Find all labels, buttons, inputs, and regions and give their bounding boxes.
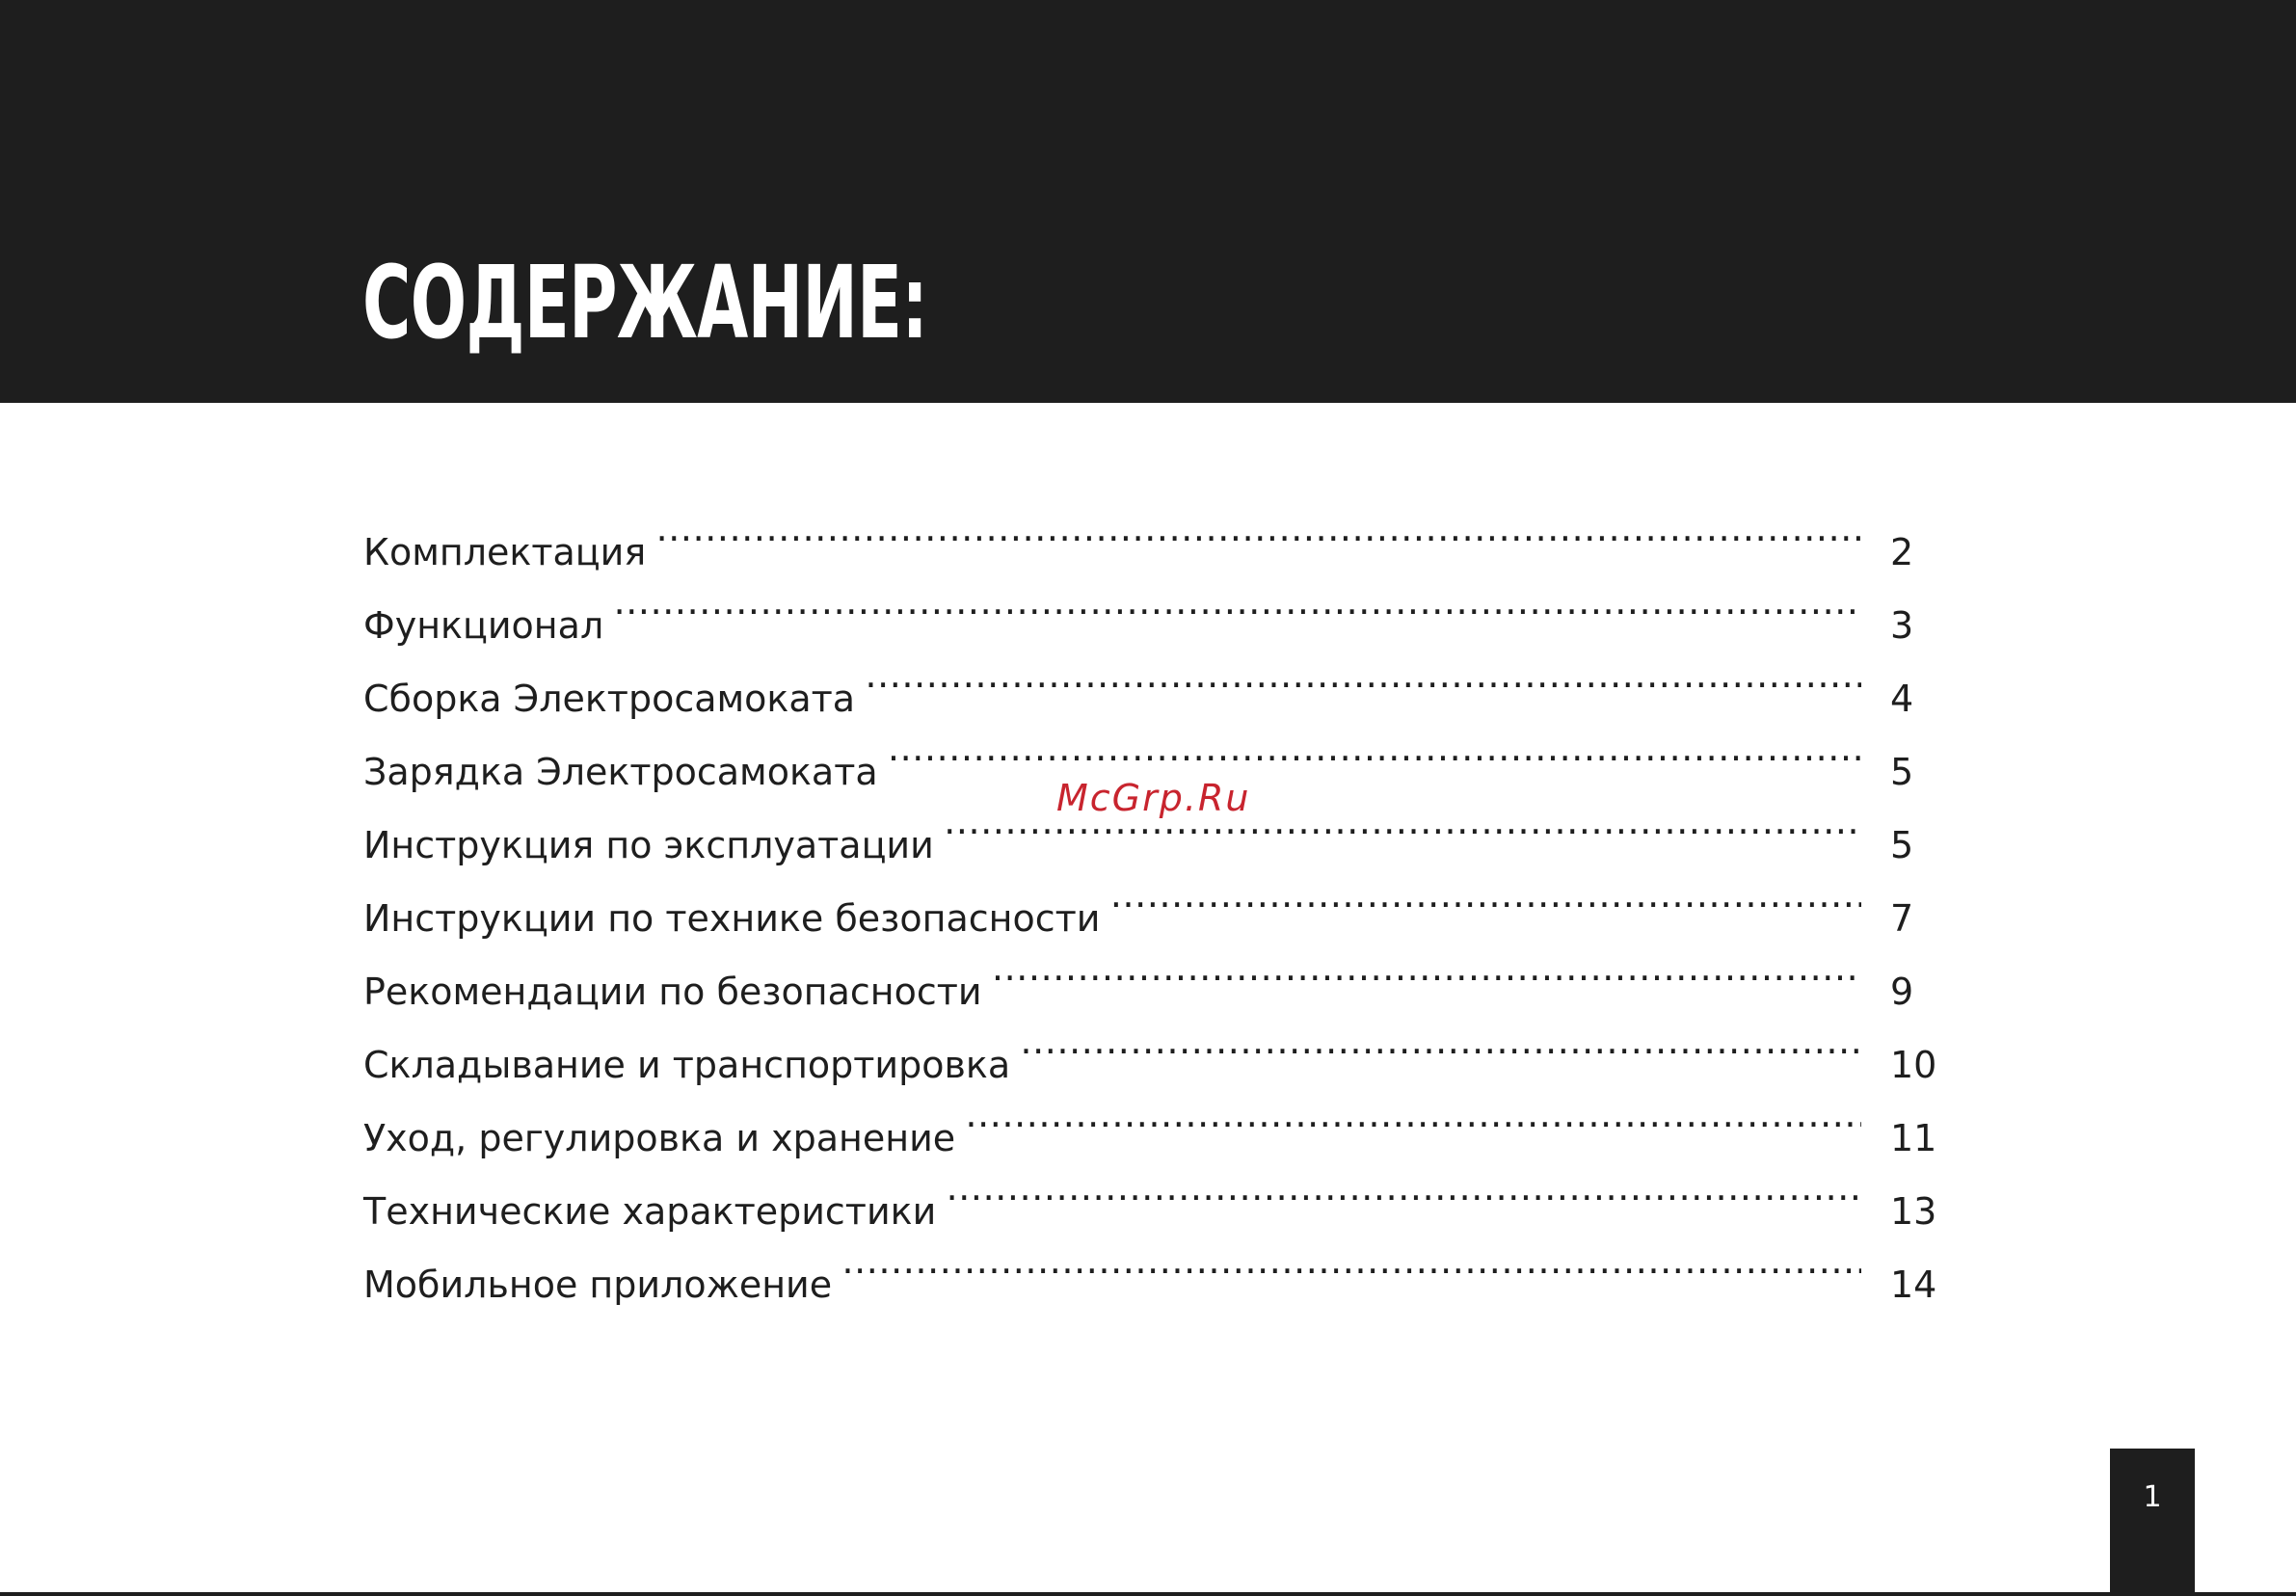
toc-item-kit[interactable] <box>363 492 1963 573</box>
page-number-badge <box>2110 1449 2195 1596</box>
toc-item-page: 14 <box>1890 1264 1937 1306</box>
page-title: СОДЕРЖАНИЕ: <box>362 244 928 361</box>
toc-item-page: 9 <box>1890 971 1914 1013</box>
toc-dot-leader <box>888 711 1861 785</box>
toc-item-page: 2 <box>1890 531 1914 573</box>
toc-item-label: Уход, регулировка и хранение <box>363 1117 956 1159</box>
toc-dot-leader <box>992 931 1861 1004</box>
bottom-divider <box>0 1592 2296 1596</box>
toc-item-page: 10 <box>1890 1044 1937 1086</box>
toc-item-page: 11 <box>1890 1117 1937 1159</box>
toc-item-label: Инструкция по эксплуатации <box>363 824 934 866</box>
toc-item-label: Инструкции по технике безопасности <box>363 897 1101 940</box>
toc-dot-leader <box>965 1077 1861 1151</box>
watermark: McGrp.Ru <box>1056 777 1251 819</box>
toc-item-page: 13 <box>1890 1190 1937 1233</box>
toc-item-page: 5 <box>1890 824 1914 866</box>
toc-dot-leader <box>946 1151 1861 1224</box>
header-band <box>0 0 2296 403</box>
toc-item-label: Сборка Электросамоката <box>363 678 856 720</box>
table-of-contents <box>363 492 1963 1306</box>
toc-dot-leader <box>1109 858 1861 931</box>
toc-item-label: Комплектация <box>363 531 647 573</box>
toc-dot-leader <box>841 1224 1861 1297</box>
toc-item-label: Зарядка Электросамоката <box>363 751 878 793</box>
toc-dot-leader <box>655 492 1861 565</box>
toc-item-label: Складывание и транспортировка <box>363 1044 1011 1086</box>
toc-item-page: 7 <box>1890 897 1914 940</box>
toc-item-label: Технические характеристики <box>363 1190 937 1233</box>
toc-item-page: 3 <box>1890 604 1914 647</box>
toc-dot-leader <box>865 638 1861 711</box>
toc-dot-leader <box>613 565 1861 638</box>
toc-item-label: Мобильное приложение <box>363 1264 833 1306</box>
page-number: 1 <box>2143 1480 2162 1514</box>
toc-item-label: Рекомендации по безопасности <box>363 971 982 1013</box>
toc-item-page: 5 <box>1890 751 1914 793</box>
toc-item-label: Функционал <box>363 604 604 647</box>
toc-item-page: 4 <box>1890 678 1914 720</box>
toc-dot-leader <box>1020 1004 1861 1077</box>
